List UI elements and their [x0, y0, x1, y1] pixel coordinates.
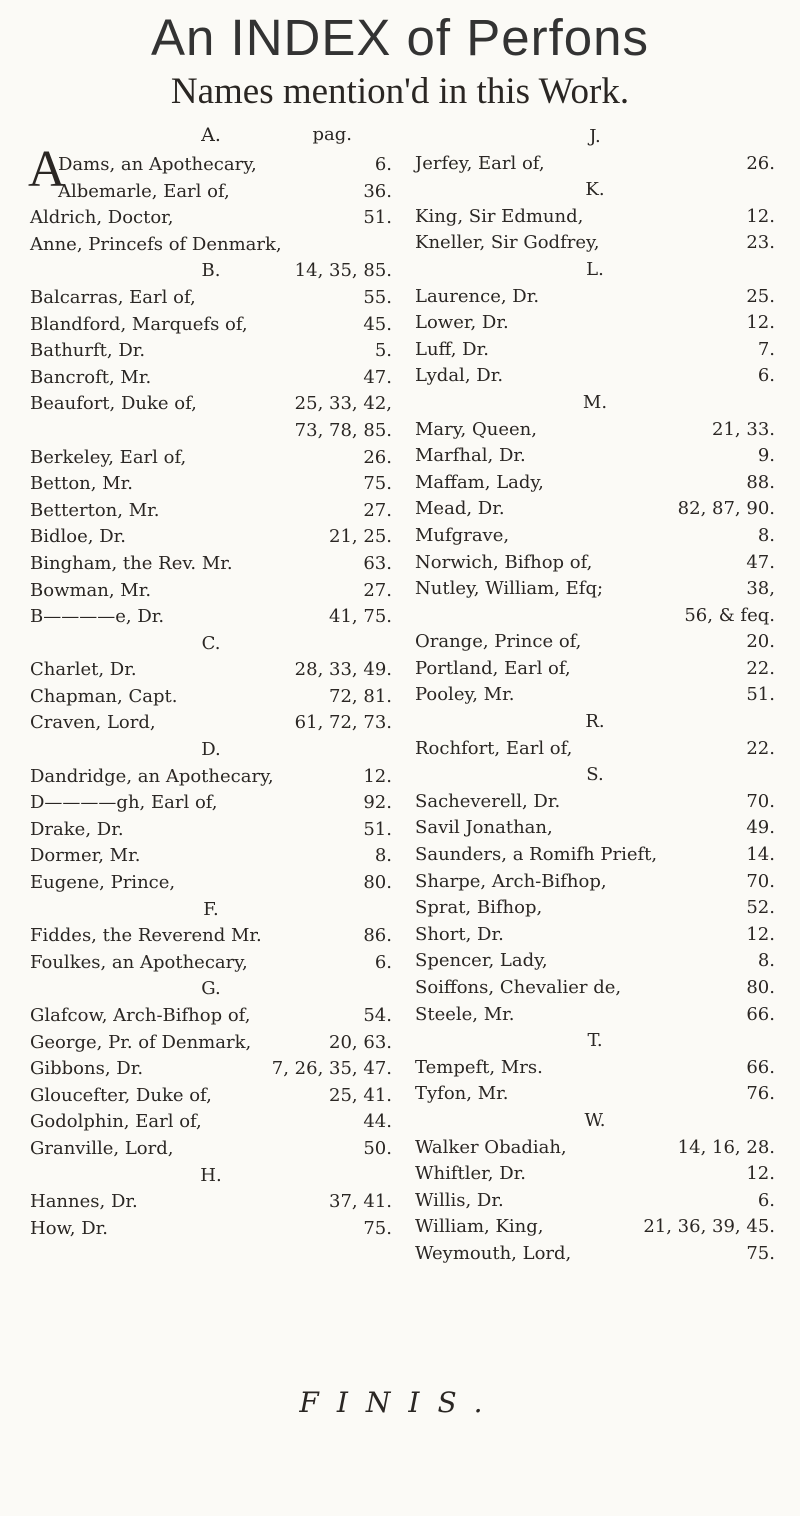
index-entry-row	[30, 258, 392, 285]
index-entry-row	[30, 817, 392, 844]
index-entry-row	[30, 1109, 392, 1136]
index-entry-row	[30, 524, 392, 551]
entry-name: How, Dr.	[30, 1217, 109, 1239]
index-entry-row	[30, 285, 392, 312]
right-column	[415, 124, 775, 1268]
index-entry-row	[30, 471, 392, 498]
index-entry-row	[415, 1161, 775, 1188]
section-letter: C.	[201, 632, 221, 654]
index-entry-row	[30, 950, 392, 977]
index-entry-row	[30, 923, 392, 950]
entry-name: Bidloe, Dr.	[30, 526, 126, 548]
entry-name: Mufgrave,	[415, 524, 510, 546]
section-letter: F.	[203, 898, 219, 920]
entry-pages: 75.	[363, 1217, 392, 1239]
index-entry-row	[415, 1214, 775, 1241]
entry-pages: 82, 87, 90.	[677, 498, 775, 520]
entry-pages: 44.	[363, 1111, 392, 1133]
index-entry-row	[415, 815, 775, 842]
entry-name: Mary, Queen,	[415, 418, 537, 440]
index-entry-row	[30, 790, 392, 817]
index-entry-row	[415, 470, 775, 497]
entry-name: Sharpe, Arch-Bifhop,	[415, 870, 607, 892]
index-entry-row	[415, 629, 775, 656]
entry-name: B————e, Dr.	[30, 606, 165, 628]
entry-pages: 27.	[363, 499, 392, 521]
index-entry-row	[30, 604, 392, 631]
entry-pages: 8.	[757, 950, 775, 972]
entry-name: Gloucefter, Duke of,	[30, 1084, 212, 1106]
entry-name: Pooley, Mr.	[415, 684, 515, 706]
entry-name: Anne, Princefs of Denmark,	[30, 233, 282, 255]
entry-pages: 88.	[746, 471, 775, 493]
entry-name: Drake, Dr.	[30, 818, 124, 840]
entry-pages: 73, 78, 85.	[294, 419, 392, 441]
entry-pages: 61, 72, 73.	[294, 712, 392, 734]
page-title: An INDEX of Perfons	[150, 9, 650, 66]
index-entry-row	[30, 312, 392, 339]
entry-pages: 12.	[363, 765, 392, 787]
entry-pages: 21, 25.	[329, 526, 392, 548]
index-entry-row	[415, 948, 775, 975]
entry-pages: 76.	[746, 1083, 775, 1105]
entry-pages: 51.	[363, 207, 392, 229]
entry-name: Spencer, Lady,	[415, 950, 548, 972]
entry-name: Dams, an Apothecary,	[58, 154, 257, 175]
index-entry-row	[415, 922, 775, 949]
entry-name: Saunders, a Romifh Prieft,	[415, 844, 658, 866]
entry-name: Luff, Dr.	[415, 338, 489, 360]
index-entry-row	[30, 578, 392, 605]
entry-name: Marfhal, Dr.	[415, 445, 526, 467]
section-letter: H.	[200, 1164, 222, 1186]
index-entry-row	[415, 523, 775, 550]
section-letter: J.	[589, 126, 601, 147]
index-entry-row	[30, 1083, 392, 1110]
entry-name: Granville, Lord,	[30, 1137, 174, 1159]
index-entry-row	[415, 310, 775, 337]
entry-pages: 12.	[746, 205, 775, 227]
index-entry-row	[30, 445, 392, 472]
entry-name: Balcarras, Earl of,	[30, 286, 196, 308]
index-entry-row	[415, 1188, 775, 1215]
entry-name: Aldrich, Doctor,	[30, 207, 174, 229]
entry-name: Jerfey, Earl of,	[415, 152, 545, 174]
index-entry-row	[415, 363, 775, 390]
section-letter: B.	[201, 260, 221, 282]
index-entry-row	[30, 1136, 392, 1163]
entry-pages: 7.	[757, 338, 775, 360]
entry-pages: 55.	[363, 286, 392, 308]
entry-pages: 9.	[757, 445, 775, 467]
finis-text: FINIS.	[299, 1386, 501, 1419]
index-entry-row	[415, 1241, 775, 1268]
entry-pages: 12.	[746, 923, 775, 945]
entry-name: King, Sir Edmund,	[415, 205, 584, 227]
entry-name: Tempeft, Mrs.	[415, 1056, 543, 1078]
entry-name: Albemarle, Earl of,	[58, 180, 230, 202]
entry-name: Lydal, Dr.	[415, 365, 504, 387]
entry-name: Hannes, Dr.	[30, 1191, 138, 1213]
index-entry-row	[415, 656, 775, 683]
entry-name: Gibbons, Dr.	[30, 1058, 144, 1080]
index-entry-row	[30, 657, 392, 684]
section-letter: G.	[201, 978, 221, 1000]
entry-pages: 70.	[746, 870, 775, 892]
entry-name: Sacheverell, Dr.	[415, 790, 561, 812]
entry-name: Eugene, Prince,	[30, 872, 176, 894]
page-column-label: pag.	[312, 124, 352, 145]
entry-name: Blandford, Marquefs of,	[30, 313, 248, 335]
entry-name: Dormer, Mr.	[30, 845, 141, 867]
section-letter: S.	[586, 764, 604, 786]
entry-pages: 54.	[363, 1005, 392, 1026]
entry-pages: 41, 75.	[329, 606, 392, 628]
entry-pages: 26.	[746, 152, 775, 174]
section-letter: T.	[587, 1030, 603, 1052]
index-entry-row	[30, 1030, 392, 1057]
entry-pages: 12.	[746, 1163, 775, 1185]
entry-name: Betton, Mr.	[30, 473, 133, 495]
entry-name: Tyfon, Mr.	[415, 1083, 509, 1105]
entry-pages: 86.	[363, 925, 392, 947]
index-entry-row	[30, 205, 392, 232]
entry-pages: 52.	[746, 897, 775, 919]
entry-name: Bowman, Mr.	[30, 579, 152, 601]
index-entry-row	[415, 895, 775, 922]
index-entry-row	[415, 975, 775, 1002]
entry-name: Short, Dr.	[415, 923, 504, 945]
entry-pages: 45.	[363, 313, 392, 335]
index-entry-row	[30, 764, 392, 791]
entry-name: Laurence, Dr.	[415, 285, 540, 307]
index-entry-row	[415, 576, 775, 603]
entry-name: Charlet, Dr.	[30, 659, 137, 681]
entry-pages: 8.	[374, 845, 392, 867]
entry-name: Savil Jonathan,	[415, 817, 553, 839]
index-entry-row	[415, 284, 775, 311]
index-entry-row	[415, 496, 775, 523]
index-entry-row	[415, 151, 775, 178]
entry-pages: 75.	[363, 473, 392, 495]
entry-pages: 27.	[363, 579, 392, 601]
section-letter: A.	[201, 124, 221, 146]
entry-pages: 6.	[374, 154, 392, 175]
index-entry-row	[30, 232, 392, 259]
entry-pages: 92.	[363, 792, 392, 814]
entry-name: Beaufort, Duke of,	[30, 393, 197, 415]
entry-name: Craven, Lord,	[30, 712, 156, 734]
index-entry-row	[30, 1003, 392, 1030]
index-entry-row	[30, 870, 392, 897]
entry-pages: 63.	[363, 552, 392, 574]
index-entry-row	[30, 843, 392, 870]
index-entry-row	[415, 417, 775, 444]
entry-pages: 6.	[374, 951, 392, 973]
entry-name: Norwich, Bifhop of,	[415, 551, 593, 573]
index-entry-row	[30, 179, 392, 206]
entry-name: Fiddes, the Reverend Mr.	[30, 925, 262, 947]
entry-pages: 21, 36, 39, 45.	[643, 1216, 775, 1238]
entry-name: Portland, Earl of,	[415, 657, 571, 679]
entry-name: Sprat, Bifhop,	[415, 897, 543, 919]
entry-pages: 51.	[363, 818, 392, 840]
section-letter: W.	[584, 1109, 606, 1131]
entry-name: Weymouth, Lord,	[415, 1242, 572, 1264]
entry-name: Maffam, Lady,	[415, 471, 544, 493]
entry-name: Bathurft, Dr.	[30, 340, 146, 362]
index-entry-row	[30, 684, 392, 711]
index-entry-row	[30, 1216, 392, 1243]
entry-name: Chapman, Capt.	[30, 685, 178, 707]
index-entry-row	[30, 338, 392, 365]
section-letter: D.	[201, 739, 221, 761]
entry-name: Steele, Mr.	[415, 1003, 515, 1025]
index-entry-row	[30, 710, 392, 737]
index-entry-row	[415, 337, 775, 364]
index-entry-row	[415, 789, 775, 816]
index-entry-row	[30, 498, 392, 525]
index-entry-row	[415, 230, 775, 257]
entry-pages: 25.	[746, 285, 775, 307]
index-entry-continuation	[415, 603, 775, 630]
drop-capital: A	[28, 141, 66, 198]
index-entry-row	[415, 204, 775, 231]
entry-pages: 26.	[363, 446, 392, 468]
entry-pages: 6.	[757, 365, 775, 387]
entry-pages: 70.	[746, 790, 775, 812]
index-entry-row	[415, 1055, 775, 1082]
section-letter: K.	[585, 179, 605, 201]
entry-pages: 7, 26, 35, 47.	[271, 1058, 392, 1080]
entry-name: Berkeley, Earl of,	[30, 446, 187, 468]
entry-name: Nutley, William, Efq;	[415, 578, 604, 600]
entry-pages: 20, 63.	[329, 1031, 392, 1053]
entry-name: Godolphin, Earl of,	[30, 1111, 202, 1133]
entry-pages: 80.	[363, 872, 392, 894]
entry-pages: 20.	[746, 631, 775, 653]
section-letter: L.	[586, 258, 604, 280]
entry-pages: 51.	[746, 684, 775, 706]
entry-pages: 38,	[746, 578, 775, 600]
section-letter: M.	[582, 391, 608, 413]
entry-name: Foulkes, an Apothecary,	[30, 951, 248, 973]
entry-pages: 25, 41.	[329, 1084, 392, 1106]
entry-name: Kneller, Sir Godfrey,	[415, 232, 600, 254]
entry-pages: 50.	[363, 1137, 392, 1159]
page-subtitle: Names mention'd in this Work.	[170, 71, 630, 112]
index-entry-row	[30, 365, 392, 392]
index-entry-continuation	[30, 418, 392, 445]
entry-name: Whiftler, Dr.	[415, 1163, 527, 1185]
entry-pages: 66.	[746, 1003, 775, 1025]
entry-name: Walker Obadiah,	[415, 1136, 567, 1158]
index-entry-row	[415, 550, 775, 577]
index-entry-row	[30, 1189, 392, 1216]
entry-name: Willis, Dr.	[415, 1189, 504, 1211]
entry-name: George, Pr. of Denmark,	[30, 1031, 252, 1053]
entry-pages: 6.	[757, 1189, 775, 1211]
entry-pages: 22.	[746, 737, 775, 759]
index-entry-row	[30, 1056, 392, 1083]
entry-name: Lower, Dr.	[415, 312, 509, 334]
index-entry-row	[415, 1002, 775, 1029]
entry-pages: 66.	[746, 1056, 775, 1078]
entry-name: Bingham, the Rev. Mr.	[30, 552, 233, 574]
entry-pages: 21, 33.	[712, 418, 775, 440]
section-header-row	[30, 124, 392, 152]
entry-pages: 72, 81.	[329, 685, 392, 707]
index-entry-row	[415, 682, 775, 709]
entry-pages: 22.	[746, 657, 775, 679]
entry-pages: 23.	[746, 232, 775, 254]
entry-pages: 14, 35, 85.	[294, 260, 392, 282]
entry-pages: 25, 33, 42,	[294, 393, 392, 415]
entry-pages: 47.	[363, 366, 392, 388]
entry-pages: 14.	[746, 844, 775, 866]
entry-pages: 80.	[746, 977, 775, 998]
entry-pages: 47.	[746, 551, 775, 573]
index-entry-row	[415, 842, 775, 869]
entry-name: William, King,	[415, 1216, 544, 1238]
left-column	[30, 124, 392, 1242]
entry-pages: 75.	[746, 1242, 775, 1264]
entry-name: Glafcow, Arch-Bifhop of,	[30, 1005, 251, 1026]
entry-name: Mead, Dr.	[415, 498, 505, 520]
index-entry-row	[415, 736, 775, 763]
entry-pages: 12.	[746, 312, 775, 334]
entry-name: Bancroft, Mr.	[30, 366, 152, 388]
section-letter: R.	[585, 711, 605, 733]
entry-name: D————gh, Earl of,	[30, 792, 218, 814]
entry-name: Dandridge, an Apothecary,	[30, 765, 274, 787]
entry-name: Betterton, Mr.	[30, 499, 160, 521]
entry-pages: 36.	[363, 180, 392, 202]
index-entry-row	[415, 869, 775, 896]
index-entry-row	[30, 551, 392, 578]
entry-name: Orange, Prince of,	[415, 631, 582, 653]
entry-pages: 37, 41.	[329, 1191, 392, 1213]
entry-pages: 5.	[374, 340, 392, 362]
entry-pages: 56, & feq.	[684, 604, 775, 626]
index-entry-row	[415, 1135, 775, 1162]
entry-name: Soiffons, Chevalier de,	[415, 977, 622, 998]
entry-pages: 8.	[757, 524, 775, 546]
index-entry-row	[415, 443, 775, 470]
entry-pages: 49.	[746, 817, 775, 839]
entry-pages: 14, 16, 28.	[677, 1136, 775, 1158]
entry-name: Rochfort, Earl of,	[415, 737, 573, 759]
index-entry-row	[30, 391, 392, 418]
entry-pages: 28, 33, 49.	[294, 659, 392, 681]
index-entry-row	[415, 1081, 775, 1108]
